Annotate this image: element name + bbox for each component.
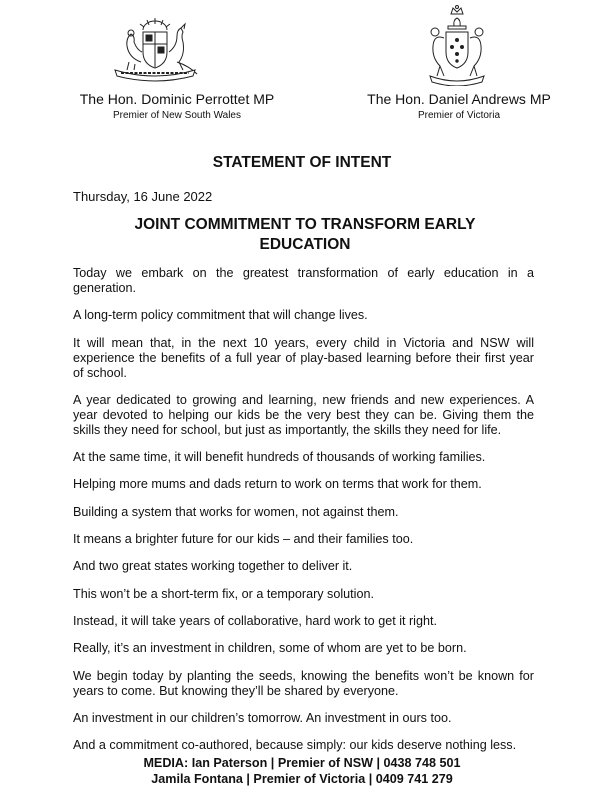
paragraph: It means a brighter future for our kids – and their families too. bbox=[73, 532, 414, 547]
signatory-right-name: The Hon. Daniel Andrews MP bbox=[367, 91, 551, 107]
signatory-right bbox=[345, 90, 573, 123]
paragraph: A year dedicated to growing and learning, new friends and new experiences. A year devoted to helping our kids be the very best they can be. Giving them the skills they need for school, but just as importantly, the skills they need for life. bbox=[73, 392, 534, 437]
paragraph: Building a system that works for women, not against them. bbox=[73, 504, 399, 519]
nsw-coat-of-arms-icon bbox=[107, 12, 203, 82]
paragraph: Really, it’s an investment in children, some of whom are yet to be born. bbox=[73, 641, 467, 656]
paragraph: It will mean that, in the next 10 years, every child in Victoria and NSW will experience the benefits of a full year of play-based learning before their first year of school. bbox=[73, 335, 534, 380]
document-title: STATEMENT OF INTENT bbox=[212, 154, 392, 171]
paragraph: Today we embark on the greatest transformation of early education in a generation. bbox=[73, 266, 534, 295]
media-contact-vic: Jamila Fontana | Premier of Victoria | 0409 741 279 bbox=[151, 771, 453, 786]
document-heading bbox=[100, 215, 510, 255]
paragraph: And two great states working together to deliver it. bbox=[73, 559, 353, 574]
paragraph: At the same time, it will benefit hundreds of thousands of working families. bbox=[73, 450, 486, 465]
paragraph: This won’t be a short-term fix, or a temporary solution. bbox=[73, 586, 374, 601]
victoria-coat-of-arms-icon bbox=[420, 4, 494, 86]
signatory-right-role: Premier of Victoria bbox=[417, 110, 501, 121]
signatory-left-name: The Hon. Dominic Perrottet MP bbox=[79, 91, 275, 107]
paragraph: We begin today by planting the seeds, knowing the benefits won’t be known for years to come. But knowing they’ll be shared by everyone. bbox=[73, 668, 534, 698]
media-contact-nsw: MEDIA: Ian Paterson | Premier of NSW | 0438 748 501 bbox=[143, 756, 461, 770]
paragraph: An investment in our children’s tomorrow. An investment in ours too. bbox=[73, 710, 452, 725]
paragraph: Helping more mums and dads return to work on terms that work for them. bbox=[73, 477, 482, 492]
statement-body bbox=[73, 266, 534, 765]
signatory-left-role: Premier of New South Wales bbox=[112, 110, 241, 121]
paragraph: And a commitment co-authored, because simply: our kids deserve nothing less. bbox=[73, 738, 517, 753]
paragraph: A long-term policy commitment that will change lives. bbox=[73, 308, 368, 323]
signatory-left bbox=[42, 90, 312, 123]
paragraph: Instead, it will take years of collaborative, hard work to get it right. bbox=[73, 613, 437, 628]
heading-line-1: JOINT COMMITMENT TO TRANSFORM EARLY bbox=[134, 216, 476, 233]
media-contacts bbox=[0, 756, 604, 787]
heading-line-2: EDUCATION bbox=[259, 236, 351, 253]
document-date: Thursday, 16 June 2022 bbox=[73, 189, 213, 204]
